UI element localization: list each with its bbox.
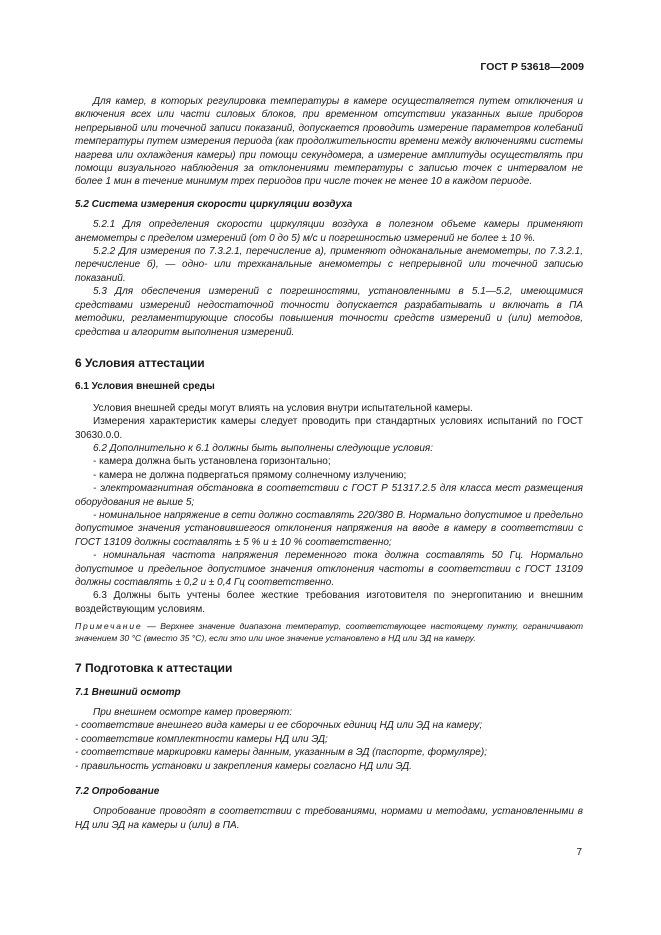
paragraph-6-1-a: Условия внешней среды могут влиять на условия внутри испытательной камеры. <box>93 402 473 414</box>
section-5-2-title: 5.2 Система измерения скорости циркуляции воздуха <box>75 198 353 210</box>
list-item: - правильность установки и закрепления камеры согласно НД или ЭД. <box>75 760 412 772</box>
section-7-1-title: 7.1 Внешний осмотр <box>75 686 181 698</box>
paragraph-7-2: Опробование проводят в соответствии с требованиями, нормами и методами, установленными в НД или ЭД на камеры и (или) в ПА. <box>75 806 583 831</box>
list-item: - соответствие комплектности камеры НД или ЭД; <box>75 733 328 745</box>
paragraph-6-1-b: Измерения характеристик камеры следует проводить при стандартных условиях испытаний по ГОСТ 30630.0.0. <box>75 416 583 441</box>
note <box>75 620 583 644</box>
list-item: - соответствие внешнего вида камеры и ее сборочных единиц НД или ЭД на камеру; <box>75 720 483 732</box>
paragraph-5-3: 5.3 Для обеспечения измерений с погрешностями, установленными в 5.1—5.2, имеющимися средствами измерений недостаточной точности допускается разрабатывать и включать в ПА методики, регламентирующие способы повышения точности средств измерений и (или) методов, средства и алгоритм выполнения измерений. <box>75 286 583 338</box>
note-text: — Верхнее значение диапазона температур, соответствующее настоящему пункту, ограничивают значением 30 °С (вместо 35 °С), если это или иное значение установлено в НД или ЭД на камеру. <box>75 621 583 644</box>
list-item: - электромагнитная обстановка в соответствии с ГОСТ Р 51317.2.5 для класса мест размещения оборудования не выше 5; <box>75 483 583 508</box>
section-6-title: 6 Условия аттестации <box>75 355 205 370</box>
list-item: - камера должна быть установлена горизонтально; <box>93 456 331 468</box>
paragraph-6-2: 6.2 Дополнительно к 6.1 должны быть выполнены следующие условия: <box>93 442 433 454</box>
list-item: - номинальное напряжение в сети должно составлять 220/380 В. Нормально допустимое и предельно допустимое значения установившегося отклонения напряжения на вводе в камеру в соответствии с ГОСТ 13109 должны составлять ± 5 % и ± 10 % соответственно; <box>75 509 583 548</box>
paragraph-6-3: 6.3 Должны быть учтены более жесткие требования изготовителя по энергопитанию и внешним воздействующим условиям. <box>75 590 583 615</box>
note-label: Примечание <box>75 621 143 632</box>
list-item: - номинальная частота напряжения переменного тока должна составлять 50 Гц. Нормально допустимое и предельное допустимое значения отклонения частоты в соответствии с ГОСТ 13109 должны составлять ± 0,2 и ± 0,4 Гц соответственно. <box>75 550 583 588</box>
list-item: - соответствие маркировки камеры данным, указанным в ЭД (паспорте, формуляре); <box>75 747 487 759</box>
page-content <box>75 95 583 832</box>
section-7-2-title: 7.2 Опробование <box>75 786 160 798</box>
paragraph-5-2-2: 5.2.2 Для измерения по 7.3.2.1, перечисление а), применяют одноканальные анемометры, по 7.3.2.1, перечисление б), — одно- или трехканальные анемометры с непрерывной или точечной записью показаний. <box>75 246 583 284</box>
section-6-1-title: 6.1 Условия внешней среды <box>75 381 215 393</box>
intro-paragraph: Для камер, в которых регулировка температуры в камере осуществляется путем отключения и включения всех или части силовых блоков, при временном отсутствии указанных выше приборов непрерывной или точечной записи показаний, допускается проводить измерение параметров колебаний температуры путем измерения периода (как продолжительности времени между включениями системы нагрева или охлаждения камеры) при помощи секундомера, а измерение амплитуды осуществлять при помощи визуального наблюдения за отклонениями температуры с записью точек с интервалом не более 1 мин в течение минимум трех периодов при числе точек не менее 10 в каждом периоде. <box>75 96 583 188</box>
paragraph-7-1-intro: При внешнем осмотре камер проверяют: <box>93 707 293 719</box>
document-id-header: ГОСТ Р 53618—2009 <box>480 61 584 73</box>
page-number: 7 <box>576 847 582 858</box>
list-item: - камера не должна подвергаться прямому солнечному излучению; <box>93 469 407 481</box>
section-7-title: 7 Подготовка к аттестации <box>75 661 233 676</box>
paragraph-5-2-1: 5.2.1 Для определения скорости циркуляции воздуха в полезном объеме камеры применяют анемометры с пределом измерений (от 0 до 5) м/с и погрешностью измерений не более ± 10 %. <box>75 219 583 244</box>
